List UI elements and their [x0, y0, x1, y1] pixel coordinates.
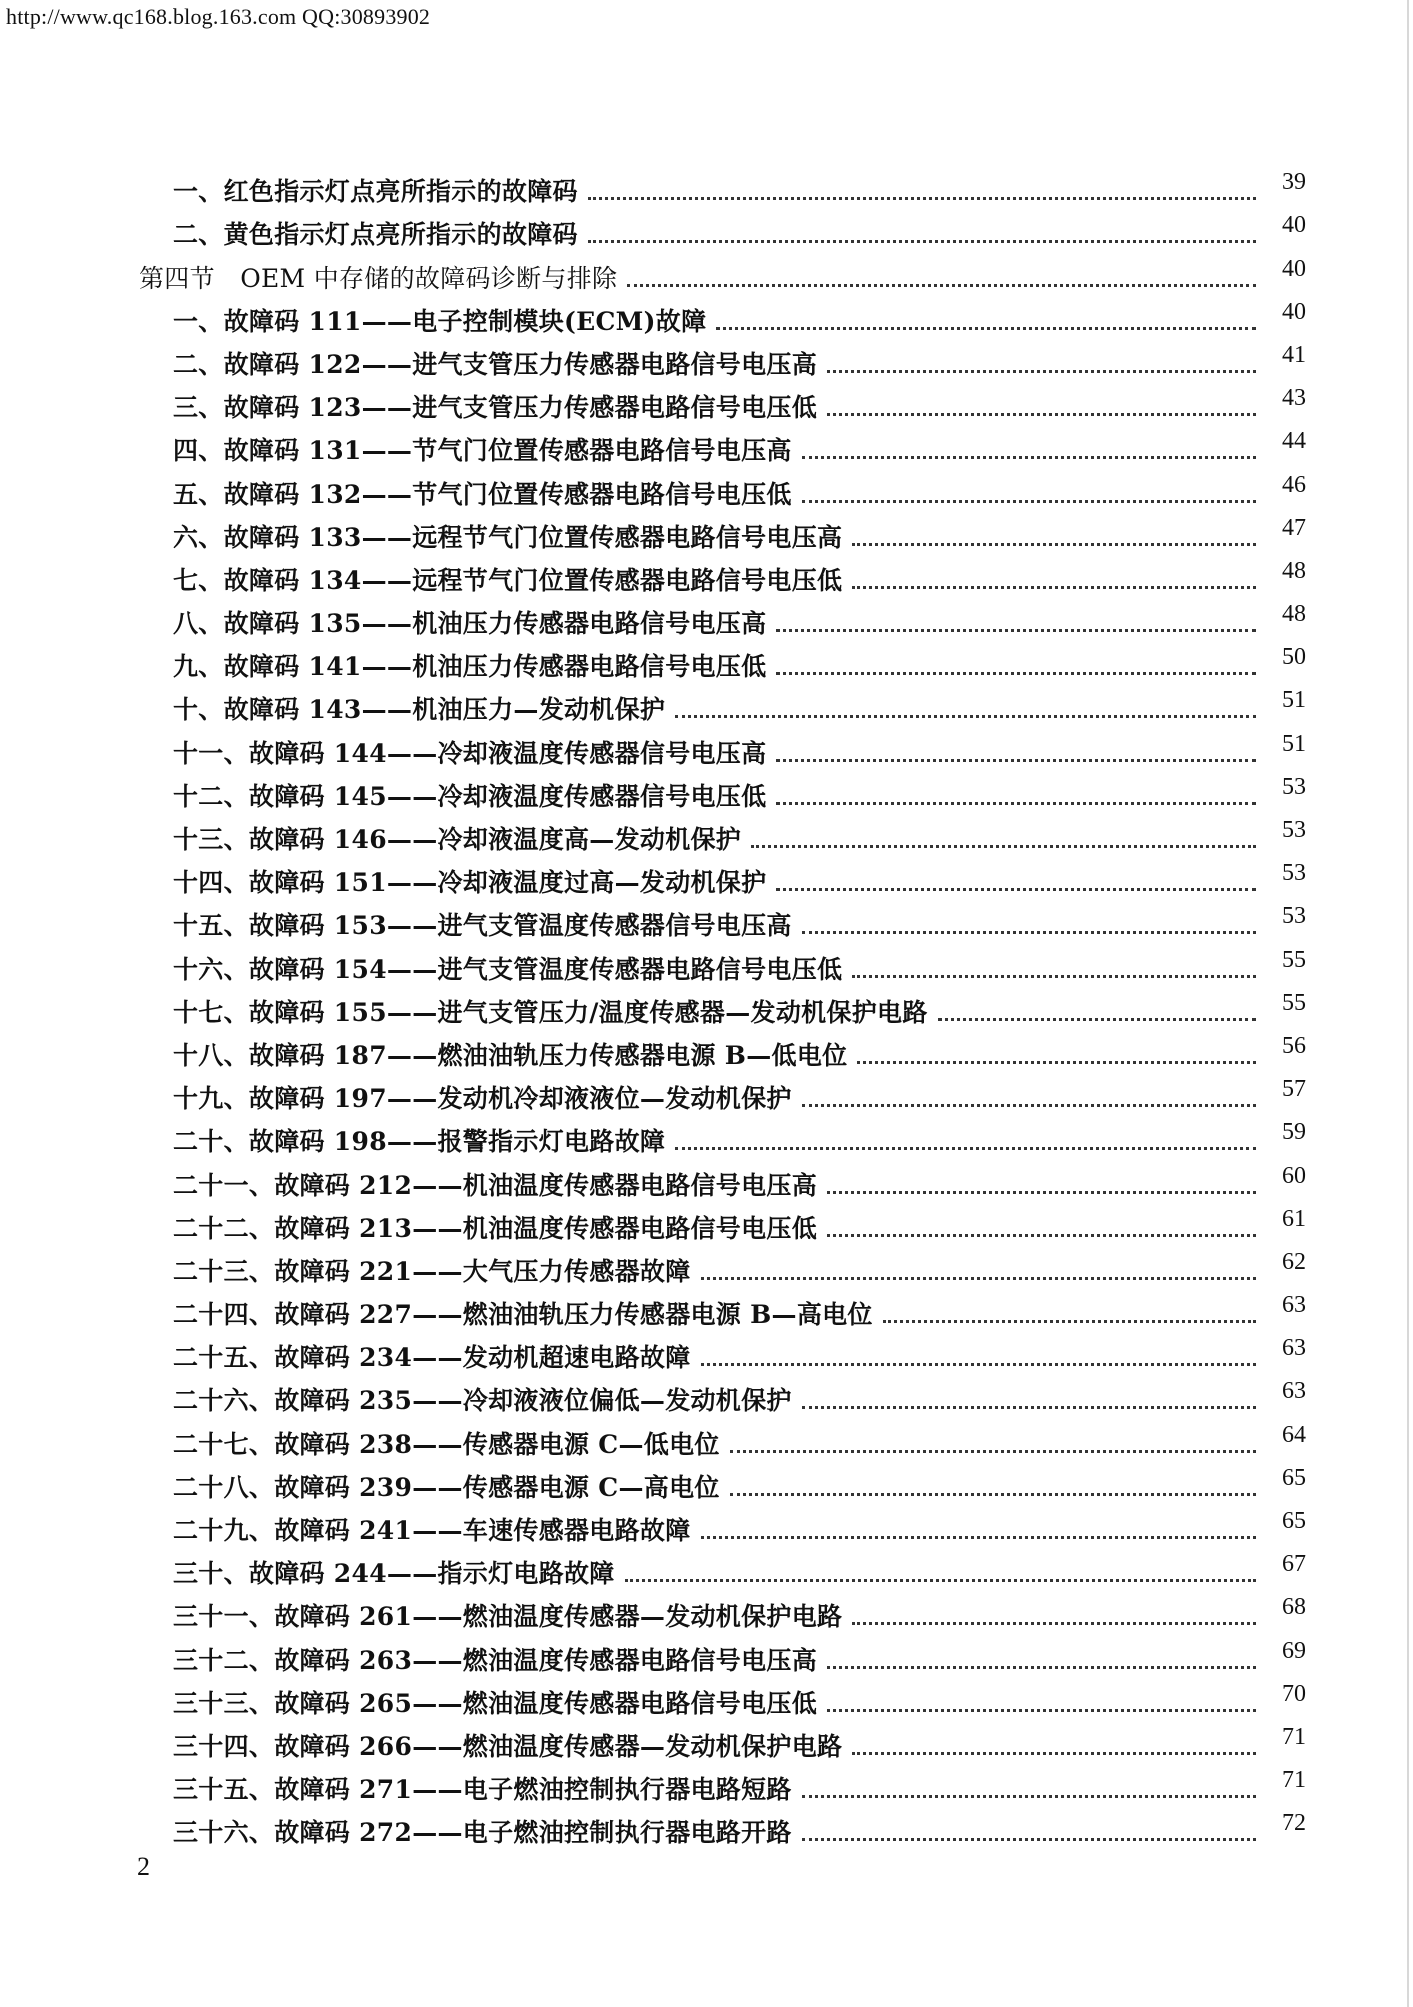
toc-entry-row [0, 812, 1413, 855]
toc-page-number: 63 [1282, 1335, 1306, 1362]
toc-entry-title: 十四、故障码 151——冷却液温度过高—发动机保护 [173, 868, 767, 898]
toc-entry-title: 十三、故障码 146——冷却液温度高—发动机保护 [173, 825, 742, 854]
toc-page-number: 56 [1282, 1032, 1306, 1059]
toc-entry-row [0, 510, 1413, 553]
toc-entry-row [0, 1201, 1413, 1244]
toc-dot-leader [588, 240, 1256, 243]
toc-section-row [0, 250, 1413, 293]
toc-entry-title: 十五、故障码 153——进气支管温度传感器信号电压高 [173, 911, 792, 941]
toc-entry-row [0, 1762, 1413, 1805]
toc-dot-leader [852, 586, 1256, 589]
toc-entry-title: 十二、故障码 145——冷却液温度传感器信号电压低 [173, 781, 767, 811]
toc-dot-leader [852, 975, 1256, 978]
toc-page-number: 40 [1282, 212, 1306, 239]
toc-entry-row [0, 380, 1413, 423]
toc-dot-leader [827, 413, 1256, 416]
toc-dot-leader [883, 1320, 1256, 1323]
toc-dot-leader [675, 1147, 1256, 1150]
toc-entry-row [0, 1546, 1413, 1589]
toc-entry-title: 十七、故障码 155——进气支管压力/温度传感器—发动机保护电路 [173, 997, 928, 1027]
toc-entry-title: 二十、故障码 198——报警指示灯电路故障 [173, 1127, 666, 1157]
toc-dot-leader [802, 1104, 1256, 1107]
toc-page-number: 57 [1282, 1076, 1306, 1103]
toc-dot-leader [701, 1536, 1257, 1539]
toc-entry-title: 二十四、故障码 227——燃油油轨压力传感器电源 B—高电位 [173, 1300, 873, 1330]
toc-dot-leader [776, 888, 1256, 891]
toc-page-number: 43 [1282, 385, 1306, 412]
toc-page-number: 72 [1282, 1810, 1306, 1837]
toc-page-number: 53 [1282, 903, 1306, 930]
toc-dot-leader [802, 456, 1256, 459]
toc-page-number: 46 [1282, 471, 1306, 498]
toc-page-number: 68 [1282, 1594, 1306, 1621]
toc-dot-leader [627, 284, 1256, 287]
toc-page-number: 41 [1282, 341, 1306, 368]
toc-entry-title: 一、故障码 111——电子控制模块(ECM)故障 [173, 306, 707, 336]
toc-dot-leader [776, 629, 1256, 632]
toc-entry-row [0, 682, 1413, 725]
toc-entry-row [0, 1244, 1413, 1287]
toc-page-number: 61 [1282, 1205, 1306, 1232]
toc-dot-leader [852, 543, 1256, 546]
toc-entry-title: 十一、故障码 144——冷却液温度传感器信号电压高 [173, 738, 767, 768]
toc-entry-title: 三十、故障码 244——指示灯电路故障 [173, 1559, 615, 1589]
toc-page-number: 39 [1282, 169, 1306, 196]
toc-dot-leader [827, 1191, 1256, 1194]
toc-page-number: 62 [1282, 1248, 1306, 1275]
toc-entry-row [0, 553, 1413, 596]
toc-dot-leader [751, 845, 1256, 848]
toc-entry-row [0, 1071, 1413, 1114]
toc-entry-row [0, 1805, 1413, 1848]
toc-entry-row [0, 1589, 1413, 1632]
toc-page-number: 40 [1282, 298, 1306, 325]
toc-entry-title: 二、黄色指示灯点亮所指示的故障码 [173, 220, 578, 250]
toc-entry-title: 二十九、故障码 241——车速传感器电路故障 [173, 1516, 691, 1545]
toc-entry-row [0, 769, 1413, 812]
toc-entry-row [0, 1114, 1413, 1157]
toc-entry-title: 七、故障码 134——远程节气门位置传感器电路信号电压低 [173, 565, 843, 595]
toc-entry-title: 二、故障码 122——进气支管压力传感器电路信号电压高 [173, 349, 817, 379]
toc-entry-title: 二十八、故障码 239——传感器电源 C—高电位 [173, 1472, 720, 1502]
toc-dot-leader [852, 1622, 1256, 1625]
toc-dot-leader [802, 500, 1256, 503]
toc-entry-title: 二十二、故障码 213——机油温度传感器电路信号电压低 [173, 1213, 817, 1243]
toc-dot-leader [827, 370, 1256, 373]
toc-entry-title: 二十五、故障码 234——发动机超速电路故障 [173, 1343, 691, 1373]
toc-entry-row [0, 1373, 1413, 1416]
toc-dot-leader [802, 1838, 1256, 1841]
toc-entry-title: 三、故障码 123——进气支管压力传感器电路信号电压低 [173, 393, 817, 423]
toc-entry-row [0, 1287, 1413, 1330]
toc-entry-row [0, 725, 1413, 768]
toc-entry-title: 六、故障码 133——远程节气门位置传感器电路信号电压高 [173, 522, 843, 552]
toc-page-number: 64 [1282, 1421, 1306, 1448]
toc-entry-title: 九、故障码 141——机油压力传感器电路信号电压低 [173, 652, 767, 682]
toc-entry-row [0, 1503, 1413, 1546]
toc-dot-leader [776, 672, 1256, 675]
toc-entry-title: 十九、故障码 197——发动机冷却液液位—发动机保护 [173, 1084, 792, 1114]
toc-dot-leader [701, 1363, 1257, 1366]
toc-entry-title: 三十二、故障码 263——燃油温度传感器电路信号电压高 [173, 1645, 817, 1675]
toc-page-number: 71 [1282, 1767, 1306, 1794]
toc-dot-leader [827, 1709, 1256, 1712]
toc-page-number: 60 [1282, 1162, 1306, 1189]
toc-page-number: 69 [1282, 1637, 1306, 1664]
toc-entry-row [0, 639, 1413, 682]
toc-dot-leader [802, 931, 1256, 934]
toc-entry-row [0, 1460, 1413, 1503]
toc-page-number: 48 [1282, 557, 1306, 584]
toc-page-number: 48 [1282, 601, 1306, 628]
toc-entry-title: 十六、故障码 154——进气支管温度传感器电路信号电压低 [173, 954, 843, 984]
toc-entry-row [0, 164, 1413, 207]
toc-dot-leader [827, 1234, 1256, 1237]
toc-entry-row [0, 985, 1413, 1028]
toc-dot-leader [776, 802, 1256, 805]
toc-entry-title: 三十三、故障码 265——燃油温度传感器电路信号电压低 [173, 1688, 817, 1718]
toc-entry-title: 五、故障码 132——节气门位置传感器电路信号电压低 [173, 479, 792, 509]
table-of-contents [0, 164, 1413, 1848]
toc-page-number: 50 [1282, 644, 1306, 671]
toc-page-number: 63 [1282, 1292, 1306, 1319]
toc-dot-leader [701, 1277, 1257, 1280]
toc-page-number: 67 [1282, 1551, 1306, 1578]
toc-entry-row [0, 1330, 1413, 1373]
toc-page-number: 53 [1282, 817, 1306, 843]
toc-dot-leader [588, 197, 1256, 200]
toc-dot-leader [730, 1450, 1256, 1453]
toc-entry-row [0, 1632, 1413, 1675]
toc-dot-leader [716, 327, 1256, 330]
toc-entry-title: 八、故障码 135——机油压力传感器电路信号电压高 [173, 609, 767, 639]
toc-entry-title: 三十四、故障码 266——燃油温度传感器—发动机保护电路 [173, 1731, 843, 1761]
toc-page-number: 40 [1282, 255, 1306, 282]
toc-entry-title: 十、故障码 143——机油压力—发动机保护 [173, 695, 666, 725]
toc-page-number: 63 [1282, 1378, 1306, 1405]
toc-page-number: 59 [1282, 1119, 1306, 1146]
toc-entry-row [0, 1719, 1413, 1762]
toc-dot-leader [827, 1666, 1256, 1669]
toc-entry-title: 十八、故障码 187——燃油油轨压力传感器电源 B—低电位 [173, 1040, 848, 1070]
toc-entry-title: 第四节 OEM 中存储的故障码诊断与排除 [139, 263, 618, 293]
toc-entry-title: 一、红色指示灯点亮所指示的故障码 [173, 177, 578, 207]
toc-dot-leader [776, 759, 1256, 762]
toc-entry-row [0, 207, 1413, 250]
toc-entry-row [0, 466, 1413, 509]
toc-page-number: 65 [1282, 1464, 1306, 1491]
toc-entry-title: 三十六、故障码 272——电子燃油控制执行器电路开路 [173, 1818, 792, 1848]
toc-page-number: 44 [1282, 428, 1306, 455]
toc-dot-leader [938, 1018, 1256, 1021]
toc-dot-leader [852, 1752, 1256, 1755]
watermark-text: http://www.qc168.blog.163.com QQ:30893902 [6, 4, 431, 29]
toc-entry-row [0, 423, 1413, 466]
toc-page-number: 51 [1282, 730, 1306, 757]
toc-entry-row [0, 1157, 1413, 1200]
toc-page-number: 65 [1282, 1508, 1306, 1534]
toc-entry-title: 二十一、故障码 212——机油温度传感器电路信号电压高 [173, 1170, 817, 1200]
toc-entry-row [0, 941, 1413, 984]
toc-entry-row [0, 596, 1413, 639]
toc-dot-leader [625, 1579, 1256, 1582]
toc-dot-leader [675, 715, 1256, 718]
toc-dot-leader [802, 1795, 1256, 1798]
toc-entry-row [0, 855, 1413, 898]
toc-dot-leader [730, 1493, 1256, 1496]
toc-entry-row [0, 294, 1413, 337]
toc-entry-row [0, 1416, 1413, 1459]
toc-page-number: 47 [1282, 514, 1306, 541]
toc-page-number: 51 [1282, 687, 1306, 714]
toc-entry-row [0, 337, 1413, 380]
toc-entry-title: 二十三、故障码 221——大气压力传感器故障 [173, 1256, 691, 1286]
toc-page-number: 55 [1282, 946, 1306, 973]
page-number: 2 [137, 1852, 150, 1881]
toc-entry-row [0, 1676, 1413, 1719]
toc-dot-leader [802, 1406, 1256, 1409]
toc-page-number: 70 [1282, 1680, 1306, 1707]
toc-entry-row [0, 898, 1413, 941]
toc-entry-title: 二十六、故障码 235——冷却液液位偏低—发动机保护 [173, 1386, 792, 1416]
toc-page-number: 53 [1282, 860, 1306, 887]
toc-entry-title: 二十七、故障码 238——传感器电源 C—低电位 [173, 1429, 720, 1459]
toc-entry-title: 三十一、故障码 261——燃油温度传感器—发动机保护电路 [173, 1602, 843, 1632]
toc-dot-leader [857, 1061, 1256, 1064]
toc-entry-title: 三十五、故障码 271——电子燃油控制执行器电路短路 [173, 1775, 792, 1805]
toc-entry-row [0, 1028, 1413, 1071]
toc-page-number: 53 [1282, 773, 1306, 800]
toc-entry-title: 四、故障码 131——节气门位置传感器电路信号电压高 [173, 436, 792, 466]
toc-page-number: 71 [1282, 1723, 1306, 1750]
toc-page-number: 55 [1282, 989, 1306, 1016]
scan-edge-divider [1407, 0, 1409, 2007]
